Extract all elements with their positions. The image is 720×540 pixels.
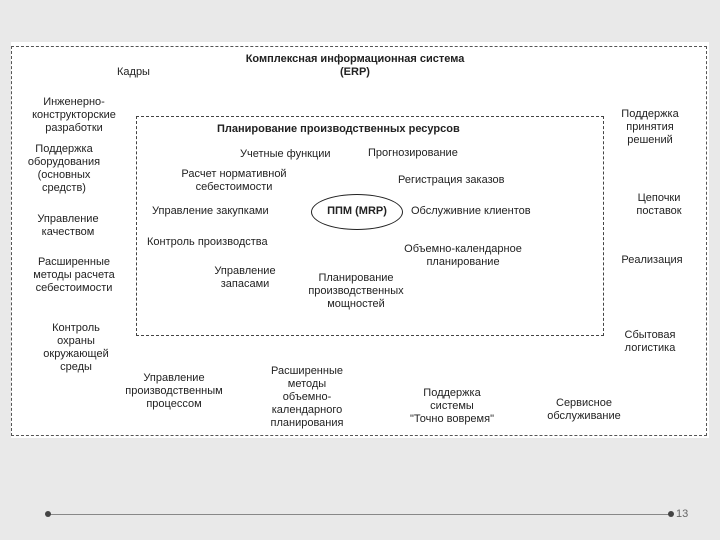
erp-title: Комплексная информационная система (ERP) [245,53,465,78]
node-inventory: Управление запасами [214,265,276,290]
node-kadry: Кадры [117,66,150,78]
mrp-title: Планирование производственных ресурсов [217,123,460,135]
node-jit-support: Поддержка системы "Точно вовремя" [410,387,494,425]
node-sales: Реализация [621,254,683,266]
footer-dot-left [45,511,51,517]
node-purchasing: Управление закупками [152,205,269,217]
node-process-management: Управление производственным процессом [125,372,223,410]
footer-dot-right [668,511,674,517]
node-advanced-scheduling: Расширенные методы объемно- календарного планирования [270,365,344,429]
node-forecasting: Прогнозирование [368,147,458,159]
footer-line [48,514,672,515]
node-quality: Управление качеством [37,213,99,238]
node-capacity-planning: Планирование производственных мощностей [308,272,404,310]
node-engineering: Инженерно- конструкторские разработки [32,96,116,134]
node-environment: Контроль охраны окружающей среды [43,322,109,373]
node-accounting: Учетные функции [240,148,331,160]
node-supply-chains: Цепочки поставок [636,192,682,217]
node-decision-support: Поддержка принятия решений [621,108,679,146]
page-number: 13 [676,508,689,520]
node-production-control: Контроль производства [147,236,268,248]
ppm-label: ППМ (MRP) [327,205,387,217]
node-costing-methods: Расширенные методы расчета себестоимости [33,256,115,294]
node-standard-cost: Расчет нормативной себестоимости [181,168,287,193]
node-order-registration: Регистрация заказов [398,174,505,186]
node-customer-service: Обслуживние клиентов [411,205,531,217]
node-equipment-support: Поддержка оборудования (основных средств) [27,143,101,194]
node-volume-planning: Объемно-календарное планирование [404,243,522,268]
node-service: Сервисное обслуживание [547,397,621,422]
node-sales-logistics: Сбытовая логистика [624,329,676,354]
